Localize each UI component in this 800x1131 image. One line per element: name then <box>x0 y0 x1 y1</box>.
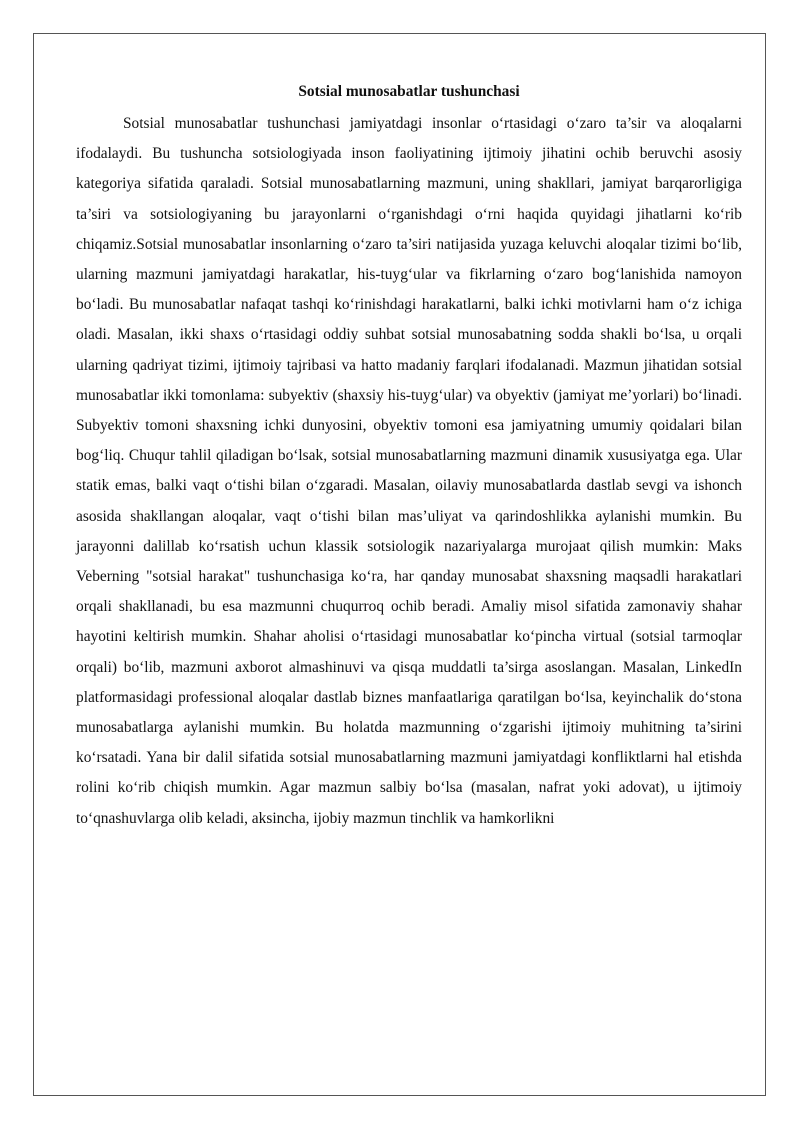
page-frame <box>33 33 766 1096</box>
document-content <box>76 81 742 834</box>
document-body-paragraph: Sotsial munosabatlar tushunchasi jamiyatdagi insonlar o‘rtasidagi o‘zaro ta’sir va aloqalarni ifodalaydi. Bu tushuncha sotsiologiyada inson faoliyatining ijtimoiy jihatini ochib beruvchi asosiy kategoriya sifatida qaraladi. Sotsial munosabatlarning mazmuni, uning shakllari, jamiyat barqarorligiga ta’siri va sotsiologiyaning bu jarayonlarni o‘rganishdagi o‘rni haqida quyidagi jihatlarni ko‘rib chiqamiz.Sotsial munosabatlar insonlarning o‘zaro ta’siri natijasida yuzaga keluvchi aloqalar tizimi bo‘lib, ularning mazmuni jamiyatdagi harakatlar, his-tuyg‘ular va fikrlarning o‘zaro bog‘lanishida namoyon bo‘ladi. Bu munosabatlar nafaqat tashqi ko‘rinishdagi harakatlarni, balki ichki motivlarni ham o‘z ichiga oladi. Masalan, ikki shaxs o‘rtasidagi oddiy suhbat sotsial munosabatning sodda shakli bo‘lsa, u orqali ularning qadriyat tizimi, ijtimoiy tajribasi va hatto madaniy farqlari ifodalanadi. Mazmun jihatidan sotsial munosabatlar ikki tomonlama: subyektiv (shaxsiy his-tuyg‘ular) va obyektiv (jamiyat me’yorlari) bo‘linadi. Subyektiv tomoni shaxsning ichki dunyosini, obyektiv tomoni esa jamiyatning umumiy qoidalari bilan bog‘liq. Chuqur tahlil qiladigan bo‘lsak, sotsial munosabatlarning mazmuni dinamik xususiyatga ega. Ular statik emas, balki vaqt o‘tishi bilan o‘zgaradi. Masalan, oilaviy munosabatlarda dastlab sevgi va ishonch asosida shakllangan aloqalar, vaqt o‘tishi bilan mas’uliyat va qarindoshlikka aylanishi mumkin. Bu jarayonni dalillab ko‘rsatish uchun klassik sotsiologik nazariyalarga murojaat qilish mumkin: Maks Veberning "sotsial harakat" tushunchasiga ko‘ra, har qanday munosabat shaxsning maqsadli harakatlari orqali shakllanadi, bu esa mazmunni chuqurroq ochib beradi. Amaliy misol sifatida zamonaviy shahar hayotini keltirish mumkin. Shahar aholisi o‘rtasidagi munosabatlar ko‘pincha virtual (sotsial tarmoqlar orqali) bo‘lib, mazmuni axborot almashinuvi va qisqa muddatli ta’sirga asoslangan. Masalan, LinkedIn platformasidagi professional aloqalar dastlab biznes manfaatlariga qaratilgan bo‘lsa, keyinchalik do‘stona munosabatlarga aylanishi mumkin. Bu holatda mazmunning o‘zgarishi ijtimoiy muhitning ta’sirini ko‘rsatadi. Yana bir dalil sifatida sotsial munosabatlarning mazmuni jamiyatdagi konfliktlarni hal etishda rolini ko‘rib chiqish mumkin. Agar mazmun salbiy bo‘lsa (masalan, nafrat yoki adovat), u ijtimoiy to‘qnashuvlarga olib keladi, aksincha, ijobiy mazmun tinchlik va hamkorlikni <box>76 115 742 827</box>
document-title: Sotsial munosabatlar tushunchasi <box>298 83 520 100</box>
